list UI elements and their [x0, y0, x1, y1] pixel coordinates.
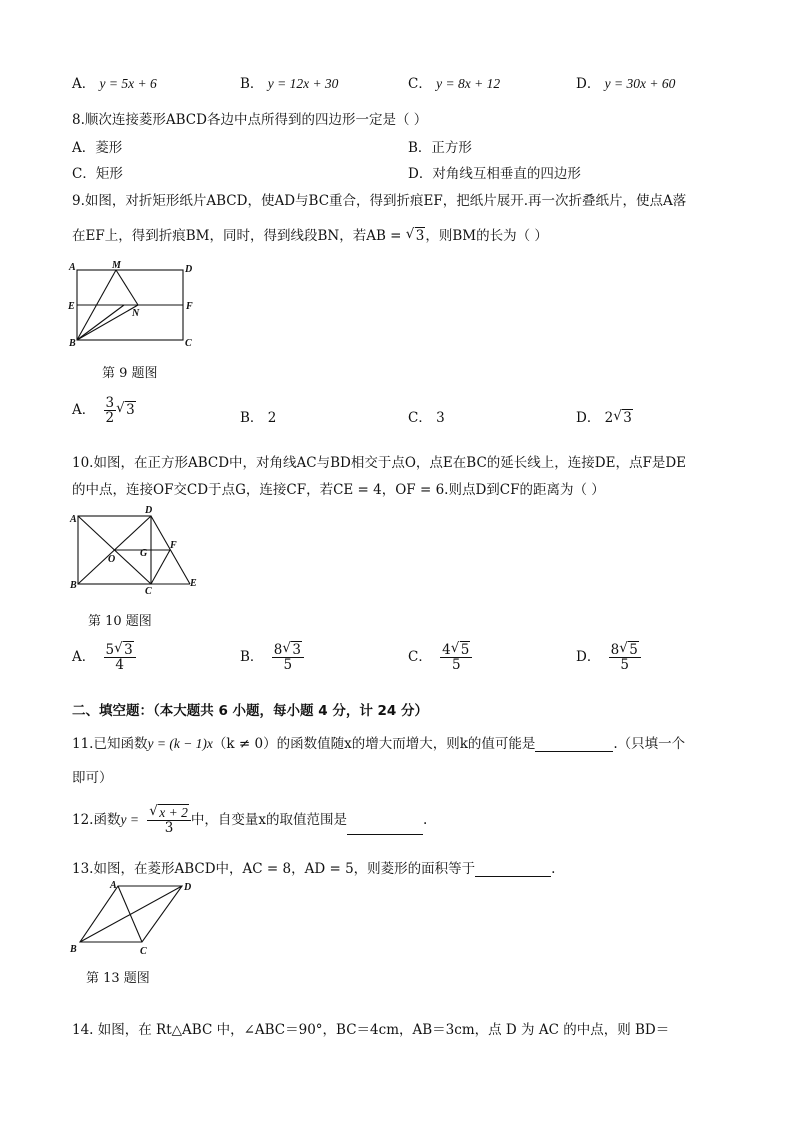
label-a: A — [70, 514, 77, 525]
q10-stem-line1: 10.如图，在正方形ABCD中，对角线AC与BD相交于点O，点E在BC的延长线上，连接DE，点F是DE — [72, 455, 687, 471]
q12-stem: 12.函数y = √ $\frac{x + 2}{3}$ 中，自变量x的取值范围是 . — [72, 806, 427, 835]
label-b: B — [70, 580, 77, 591]
label-f: F — [170, 540, 177, 551]
q8-option-a: A．菱形 — [72, 140, 123, 156]
q10-option-b: B． $\frac{8√ 3}{5}$ — [240, 643, 304, 672]
q13-answer-blank[interactable] — [475, 862, 551, 877]
q12-answer-blank[interactable] — [347, 820, 423, 835]
label-b: B — [69, 338, 76, 349]
q13-caption: 第 13 题图 — [86, 971, 150, 986]
label-b: B — [70, 944, 77, 955]
q7-option-b: B． y = 12x + 30 — [240, 76, 339, 92]
q7-option-c: C． y = 8x + 12 — [408, 76, 501, 92]
label-f: F — [186, 301, 193, 312]
q9-caption: 第 9 题图 — [102, 366, 158, 381]
label-m: M — [112, 260, 121, 271]
label-a: A — [69, 262, 76, 273]
label-o: O — [108, 554, 116, 565]
q9-figure — [66, 258, 196, 350]
q13-figure — [66, 878, 198, 958]
q11-stem-line1: 11.已知函数y = (k − 1)x（k ≠ 0）的函数值随x的增大而增大，则k的值可能是 .（只填一个 — [72, 736, 686, 752]
segment-bx — [77, 305, 124, 340]
label-c: C — [140, 946, 147, 957]
q8-option-b: B．正方形 — [408, 140, 472, 156]
label-d: D — [184, 882, 192, 893]
segment-cf — [151, 550, 170, 584]
q9-option-a: A． $\frac{3}{2}$ √ 3 — [72, 396, 136, 425]
q7-option-a: A． y = 5x + 6 — [72, 76, 157, 92]
label-c: C — [185, 338, 192, 349]
q9-option-c: C． 3 — [408, 410, 445, 426]
q9-option-b: B． 2 — [240, 410, 277, 426]
q10-stem-line2: 的中点，连接OF交CD于点G，连接CF，若CE = 4，OF = 6.则点D到CF的距离为（ ） — [72, 482, 605, 498]
q14-stem: 14. 如图，在 Rt△ABC 中，∠ABC＝90°，BC＝4cm，AB＝3cm，点 D 为 AC 的中点，则 BD＝ — [72, 1022, 670, 1038]
label-d: D — [185, 264, 193, 275]
label-n: N — [132, 308, 140, 319]
q10-option-c: C． $\frac{4√ 5}{5}$ — [408, 643, 472, 672]
q10-option-d: D． $\frac{8√ 5}{5}$ — [576, 643, 641, 672]
label-a: A — [110, 880, 117, 891]
q10-caption: 第 10 题图 — [88, 614, 152, 629]
diagonal-bd — [80, 886, 182, 942]
q9-stem-line2: 在EF上，得到折痕BM，同时，得到线段BN，若AB = √ 3，则BM的长为（ ） — [72, 224, 548, 244]
label-e: E — [68, 301, 75, 312]
q8-stem: 8.顺次连接菱形ABCD各边中点所得到的四边形一定是（ ） — [72, 112, 428, 128]
q11-stem-line2: 即可） — [72, 770, 113, 786]
section-heading-fill-in: 二、填空题：（本大题共 6 小题，每小题 4 分，计 24 分） — [72, 703, 429, 719]
q11-answer-blank[interactable] — [535, 737, 613, 752]
q7-option-d: D． y = 30x + 60 — [576, 76, 676, 92]
q13-stem: 13.如图，在菱形ABCD中，AC = 8，AD = 5，则菱形的面积等于 . — [72, 861, 556, 877]
label-c: C — [145, 586, 152, 597]
q10-option-a: A． $\frac{5√ 3}{4}$ — [72, 643, 136, 672]
q10-figure — [66, 504, 198, 598]
q9-option-d: D． 2√ 3 — [576, 406, 633, 426]
label-d: D — [145, 505, 153, 516]
q9-stem-line1: 9.如图，对折矩形纸片ABCD，使AD与BC重合，得到折痕EF，把纸片展开.再一次折叠纸片，使点A落 — [72, 193, 687, 209]
label-e: E — [190, 578, 197, 589]
q8-option-c: C．矩形 — [72, 166, 123, 182]
q8-option-d: D．对角线互相垂直的四边形 — [408, 166, 581, 182]
segment-mn — [116, 270, 138, 305]
label-g: G — [140, 548, 148, 559]
